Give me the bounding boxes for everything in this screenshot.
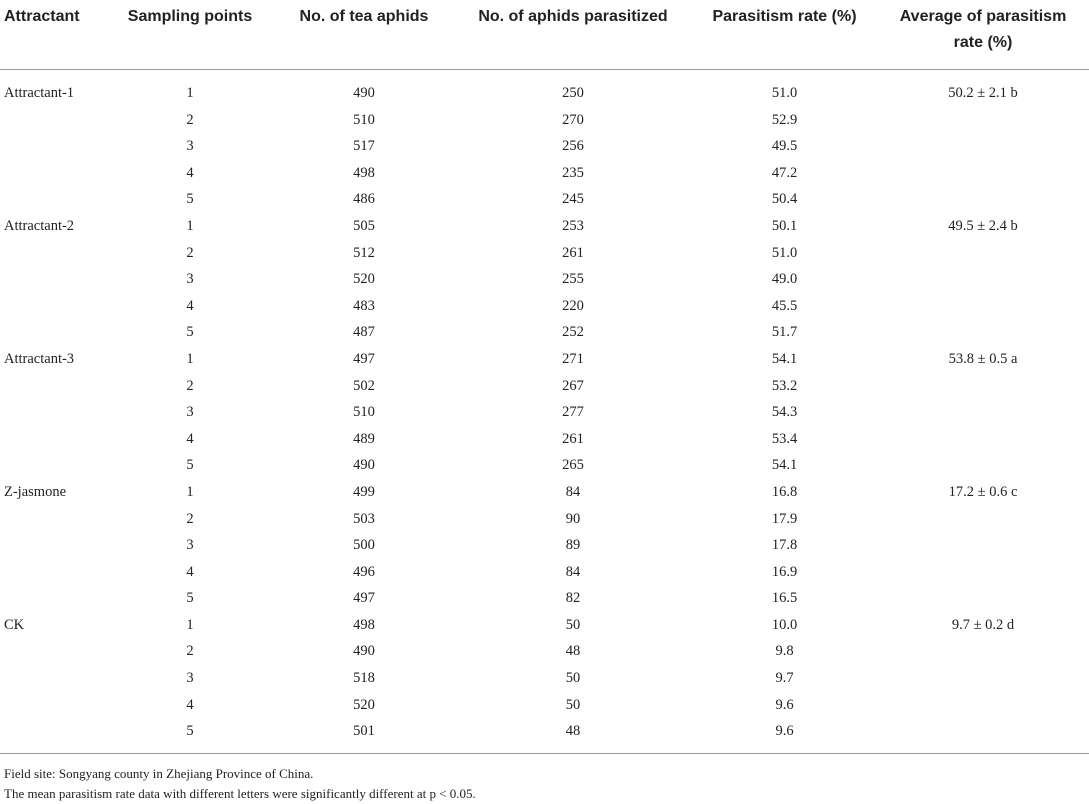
note-significance: The mean parasitism rate data with different letters were significantly different at p < 0.05. [4, 786, 476, 801]
cell-no-tea-aphids: 512 [353, 244, 375, 261]
cell-average-parasitism-rate [877, 186, 1089, 213]
header-row [0, 0, 1089, 70]
cell-parasitism-rate: 54.1 [771, 457, 798, 474]
header-attractant: Attractant [0, 0, 106, 70]
table-row [0, 532, 1089, 559]
table-row [0, 213, 1089, 240]
cell-sampling-point: 3 [186, 404, 194, 421]
cell-parasitism-rate: 50.1 [771, 217, 798, 234]
cell-sampling-point: 2 [186, 377, 194, 394]
cell-no-aphids-parasitized: 220 [562, 297, 584, 314]
cell-average-parasitism-rate [877, 240, 1089, 267]
cell-sampling-point: 1 [186, 85, 194, 101]
cell-average-parasitism-rate [877, 319, 1089, 346]
cell-average-parasitism-rate [877, 718, 1089, 753]
cell-average-parasitism-rate [877, 506, 1089, 533]
cell-parasitism-rate: 47.2 [771, 164, 798, 181]
cell-no-tea-aphids: 520 [353, 271, 375, 288]
header-parasitism-rate: Parasitism rate (%) [692, 0, 877, 70]
cell-average-parasitism-rate [877, 532, 1089, 559]
cell-no-aphids-parasitized: 50 [565, 670, 581, 687]
cell-average-parasitism-rate [877, 399, 1089, 426]
cell-average-parasitism-rate [877, 665, 1089, 692]
table-row [0, 346, 1089, 373]
cell-no-tea-aphids: 490 [353, 457, 375, 474]
cell-no-aphids-parasitized: 48 [565, 643, 581, 660]
cell-parasitism-rate: 49.0 [771, 271, 798, 288]
header-no-aphids-parasitized: No. of aphids parasitized [454, 0, 692, 70]
cell-no-aphids-parasitized: 245 [562, 191, 584, 208]
cell-no-aphids-parasitized: 265 [562, 457, 584, 474]
cell-no-tea-aphids: 487 [353, 324, 375, 341]
table-row [0, 692, 1089, 719]
cell-no-tea-aphids: 502 [353, 377, 375, 394]
table-row [0, 399, 1089, 426]
cell-sampling-point: 5 [186, 590, 194, 607]
header-no-tea-aphids: No. of tea aphids [274, 0, 454, 70]
cell-parasitism-rate: 54.1 [771, 350, 798, 367]
cell-parasitism-rate: 17.8 [771, 537, 798, 554]
cell-parasitism-rate: 9.6 [775, 696, 794, 713]
cell-no-aphids-parasitized: 84 [565, 483, 581, 500]
cell-no-tea-aphids: 505 [353, 217, 375, 234]
cell-attractant [0, 399, 106, 426]
cell-parasitism-rate: 53.2 [771, 377, 798, 394]
cell-no-aphids-parasitized: 235 [562, 164, 584, 181]
cell-average-parasitism-rate [877, 585, 1089, 612]
cell-no-tea-aphids: 490 [353, 643, 375, 660]
cell-average-parasitism-rate [877, 373, 1089, 400]
cell-attractant [0, 559, 106, 586]
table-row [0, 133, 1089, 160]
cell-average-parasitism-rate [877, 426, 1089, 453]
cell-no-tea-aphids: 497 [353, 350, 375, 367]
header-sampling-points: Sampling points [106, 0, 274, 70]
cell-attractant: Attractant-3 [4, 350, 75, 367]
table-row [0, 585, 1089, 612]
cell-no-tea-aphids: 510 [353, 111, 375, 128]
cell-sampling-point: 3 [186, 138, 194, 155]
cell-no-tea-aphids: 503 [353, 510, 375, 527]
cell-parasitism-rate: 51.0 [771, 85, 798, 101]
cell-parasitism-rate: 16.9 [771, 563, 798, 580]
cell-sampling-point: 5 [106, 718, 274, 753]
cell-sampling-point: 4 [186, 430, 194, 447]
header-average-line1: Average of parasitism [899, 8, 1067, 25]
cell-sampling-point: 5 [186, 457, 194, 474]
cell-no-tea-aphids: 520 [353, 696, 375, 713]
cell-parasitism-rate: 49.5 [771, 138, 798, 155]
table-row [0, 107, 1089, 134]
cell-no-tea-aphids: 500 [353, 537, 375, 554]
cell-parasitism-rate: 9.6 [692, 718, 877, 753]
cell-no-aphids-parasitized: 253 [562, 217, 584, 234]
cell-sampling-point: 4 [186, 164, 194, 181]
cell-no-tea-aphids: 510 [353, 404, 375, 421]
cell-no-aphids-parasitized: 270 [562, 111, 584, 128]
cell-attractant [0, 319, 106, 346]
cell-no-tea-aphids: 499 [353, 483, 375, 500]
cell-no-aphids-parasitized: 256 [562, 138, 584, 155]
cell-sampling-point: 2 [186, 510, 194, 527]
cell-attractant: Z-jasmone [4, 483, 67, 500]
table-body [0, 70, 1089, 754]
table-row [0, 452, 1089, 479]
cell-average-parasitism-rate: 53.8 ± 0.5 a [948, 350, 1018, 367]
table-row [0, 718, 1089, 753]
cell-parasitism-rate: 51.7 [771, 324, 798, 341]
cell-no-aphids-parasitized: 48 [454, 718, 692, 753]
cell-average-parasitism-rate [877, 133, 1089, 160]
cell-no-aphids-parasitized: 271 [562, 350, 584, 367]
cell-sampling-point: 1 [186, 483, 194, 500]
cell-sampling-point: 3 [186, 537, 194, 554]
cell-attractant [0, 266, 106, 293]
table-row [0, 665, 1089, 692]
cell-attractant [0, 585, 106, 612]
cell-average-parasitism-rate [877, 293, 1089, 320]
cell-parasitism-rate: 54.3 [771, 404, 798, 421]
cell-no-aphids-parasitized: 50 [565, 696, 581, 713]
cell-no-tea-aphids: 518 [353, 670, 375, 687]
cell-sampling-point: 3 [186, 670, 194, 687]
cell-no-tea-aphids: 483 [353, 297, 375, 314]
cell-attractant [0, 532, 106, 559]
cell-no-tea-aphids: 498 [353, 164, 375, 181]
cell-parasitism-rate: 45.5 [771, 297, 798, 314]
cell-sampling-point: 2 [186, 111, 194, 128]
cell-parasitism-rate: 53.4 [771, 430, 798, 447]
cell-average-parasitism-rate [877, 266, 1089, 293]
cell-sampling-point: 2 [186, 643, 194, 660]
cell-no-tea-aphids: 486 [353, 191, 375, 208]
table-header [0, 0, 1089, 70]
cell-attractant [0, 107, 106, 134]
table-row [0, 426, 1089, 453]
cell-parasitism-rate: 16.5 [771, 590, 798, 607]
cell-no-aphids-parasitized: 89 [565, 537, 581, 554]
cell-attractant [0, 692, 106, 719]
cell-no-aphids-parasitized: 50 [565, 616, 581, 633]
cell-sampling-point: 1 [186, 350, 194, 367]
cell-parasitism-rate: 52.9 [771, 111, 798, 128]
cell-parasitism-rate: 16.8 [771, 483, 798, 500]
cell-attractant [0, 426, 106, 453]
cell-no-tea-aphids: 490 [353, 85, 375, 101]
cell-average-parasitism-rate [877, 692, 1089, 719]
note-field-site: Field site: Songyang county in Zhejiang Province of China. [4, 766, 314, 781]
cell-attractant [0, 240, 106, 267]
table-row [0, 319, 1089, 346]
cell-average-parasitism-rate: 50.2 ± 2.1 b [948, 85, 1018, 101]
table-row [0, 160, 1089, 187]
cell-sampling-point: 3 [186, 271, 194, 288]
cell-no-tea-aphids: 497 [353, 590, 375, 607]
cell-average-parasitism-rate [877, 638, 1089, 665]
cell-no-aphids-parasitized: 261 [562, 244, 584, 261]
table-notes [4, 764, 476, 804]
cell-no-tea-aphids: 517 [353, 138, 375, 155]
cell-average-parasitism-rate [877, 160, 1089, 187]
cell-attractant [0, 160, 106, 187]
header-average-parasitism-rate [877, 0, 1089, 70]
cell-attractant [0, 293, 106, 320]
cell-sampling-point: 4 [186, 297, 194, 314]
cell-attractant [0, 133, 106, 160]
cell-no-tea-aphids: 496 [353, 563, 375, 580]
cell-sampling-point: 1 [186, 616, 194, 633]
cell-average-parasitism-rate: 9.7 ± 0.2 d [951, 616, 1015, 633]
table-row [0, 186, 1089, 213]
cell-no-tea-aphids: 498 [353, 616, 375, 633]
cell-no-aphids-parasitized: 82 [565, 590, 581, 607]
cell-parasitism-rate: 51.0 [771, 244, 798, 261]
table-row [0, 479, 1089, 506]
cell-no-tea-aphids: 501 [274, 718, 454, 753]
cell-attractant [0, 638, 106, 665]
cell-average-parasitism-rate [877, 107, 1089, 134]
cell-sampling-point: 5 [186, 191, 194, 208]
cell-attractant: Attractant-2 [4, 217, 75, 234]
table-row [0, 559, 1089, 586]
cell-sampling-point: 4 [186, 563, 194, 580]
cell-attractant [0, 186, 106, 213]
cell-attractant [0, 373, 106, 400]
cell-attractant [0, 665, 106, 692]
cell-attractant [0, 718, 106, 753]
cell-average-parasitism-rate: 17.2 ± 0.6 c [948, 483, 1018, 500]
cell-attractant [0, 452, 106, 479]
cell-attractant [0, 506, 106, 533]
table-row [0, 266, 1089, 293]
cell-parasitism-rate: 50.4 [771, 191, 798, 208]
cell-attractant: CK [4, 616, 25, 633]
cell-parasitism-rate: 10.0 [771, 616, 798, 633]
cell-sampling-point: 5 [186, 324, 194, 341]
table-row [0, 293, 1089, 320]
cell-average-parasitism-rate: 49.5 ± 2.4 b [948, 217, 1018, 234]
cell-no-aphids-parasitized: 277 [562, 404, 584, 421]
cell-no-aphids-parasitized: 90 [565, 510, 581, 527]
cell-no-aphids-parasitized: 250 [562, 85, 584, 101]
table-row [0, 506, 1089, 533]
table-row [0, 612, 1089, 639]
table-row [0, 240, 1089, 267]
cell-sampling-point: 1 [186, 217, 194, 234]
table-row [0, 638, 1089, 665]
cell-sampling-point: 2 [186, 244, 194, 261]
cell-sampling-point: 4 [186, 696, 194, 713]
cell-attractant: Attractant-1 [4, 85, 75, 101]
cell-no-aphids-parasitized: 255 [562, 271, 584, 288]
cell-no-aphids-parasitized: 261 [562, 430, 584, 447]
table-row [0, 373, 1089, 400]
header-average-line2: rate (%) [953, 34, 1013, 51]
cell-average-parasitism-rate [877, 559, 1089, 586]
cell-average-parasitism-rate [877, 452, 1089, 479]
cell-no-aphids-parasitized: 252 [562, 324, 584, 341]
cell-parasitism-rate: 17.9 [771, 510, 798, 527]
cell-parasitism-rate: 9.7 [775, 670, 794, 687]
table-row [0, 70, 1089, 107]
cell-no-aphids-parasitized: 84 [565, 563, 581, 580]
cell-no-tea-aphids: 489 [353, 430, 375, 447]
cell-no-aphids-parasitized: 267 [562, 377, 584, 394]
cell-parasitism-rate: 9.8 [775, 643, 794, 660]
